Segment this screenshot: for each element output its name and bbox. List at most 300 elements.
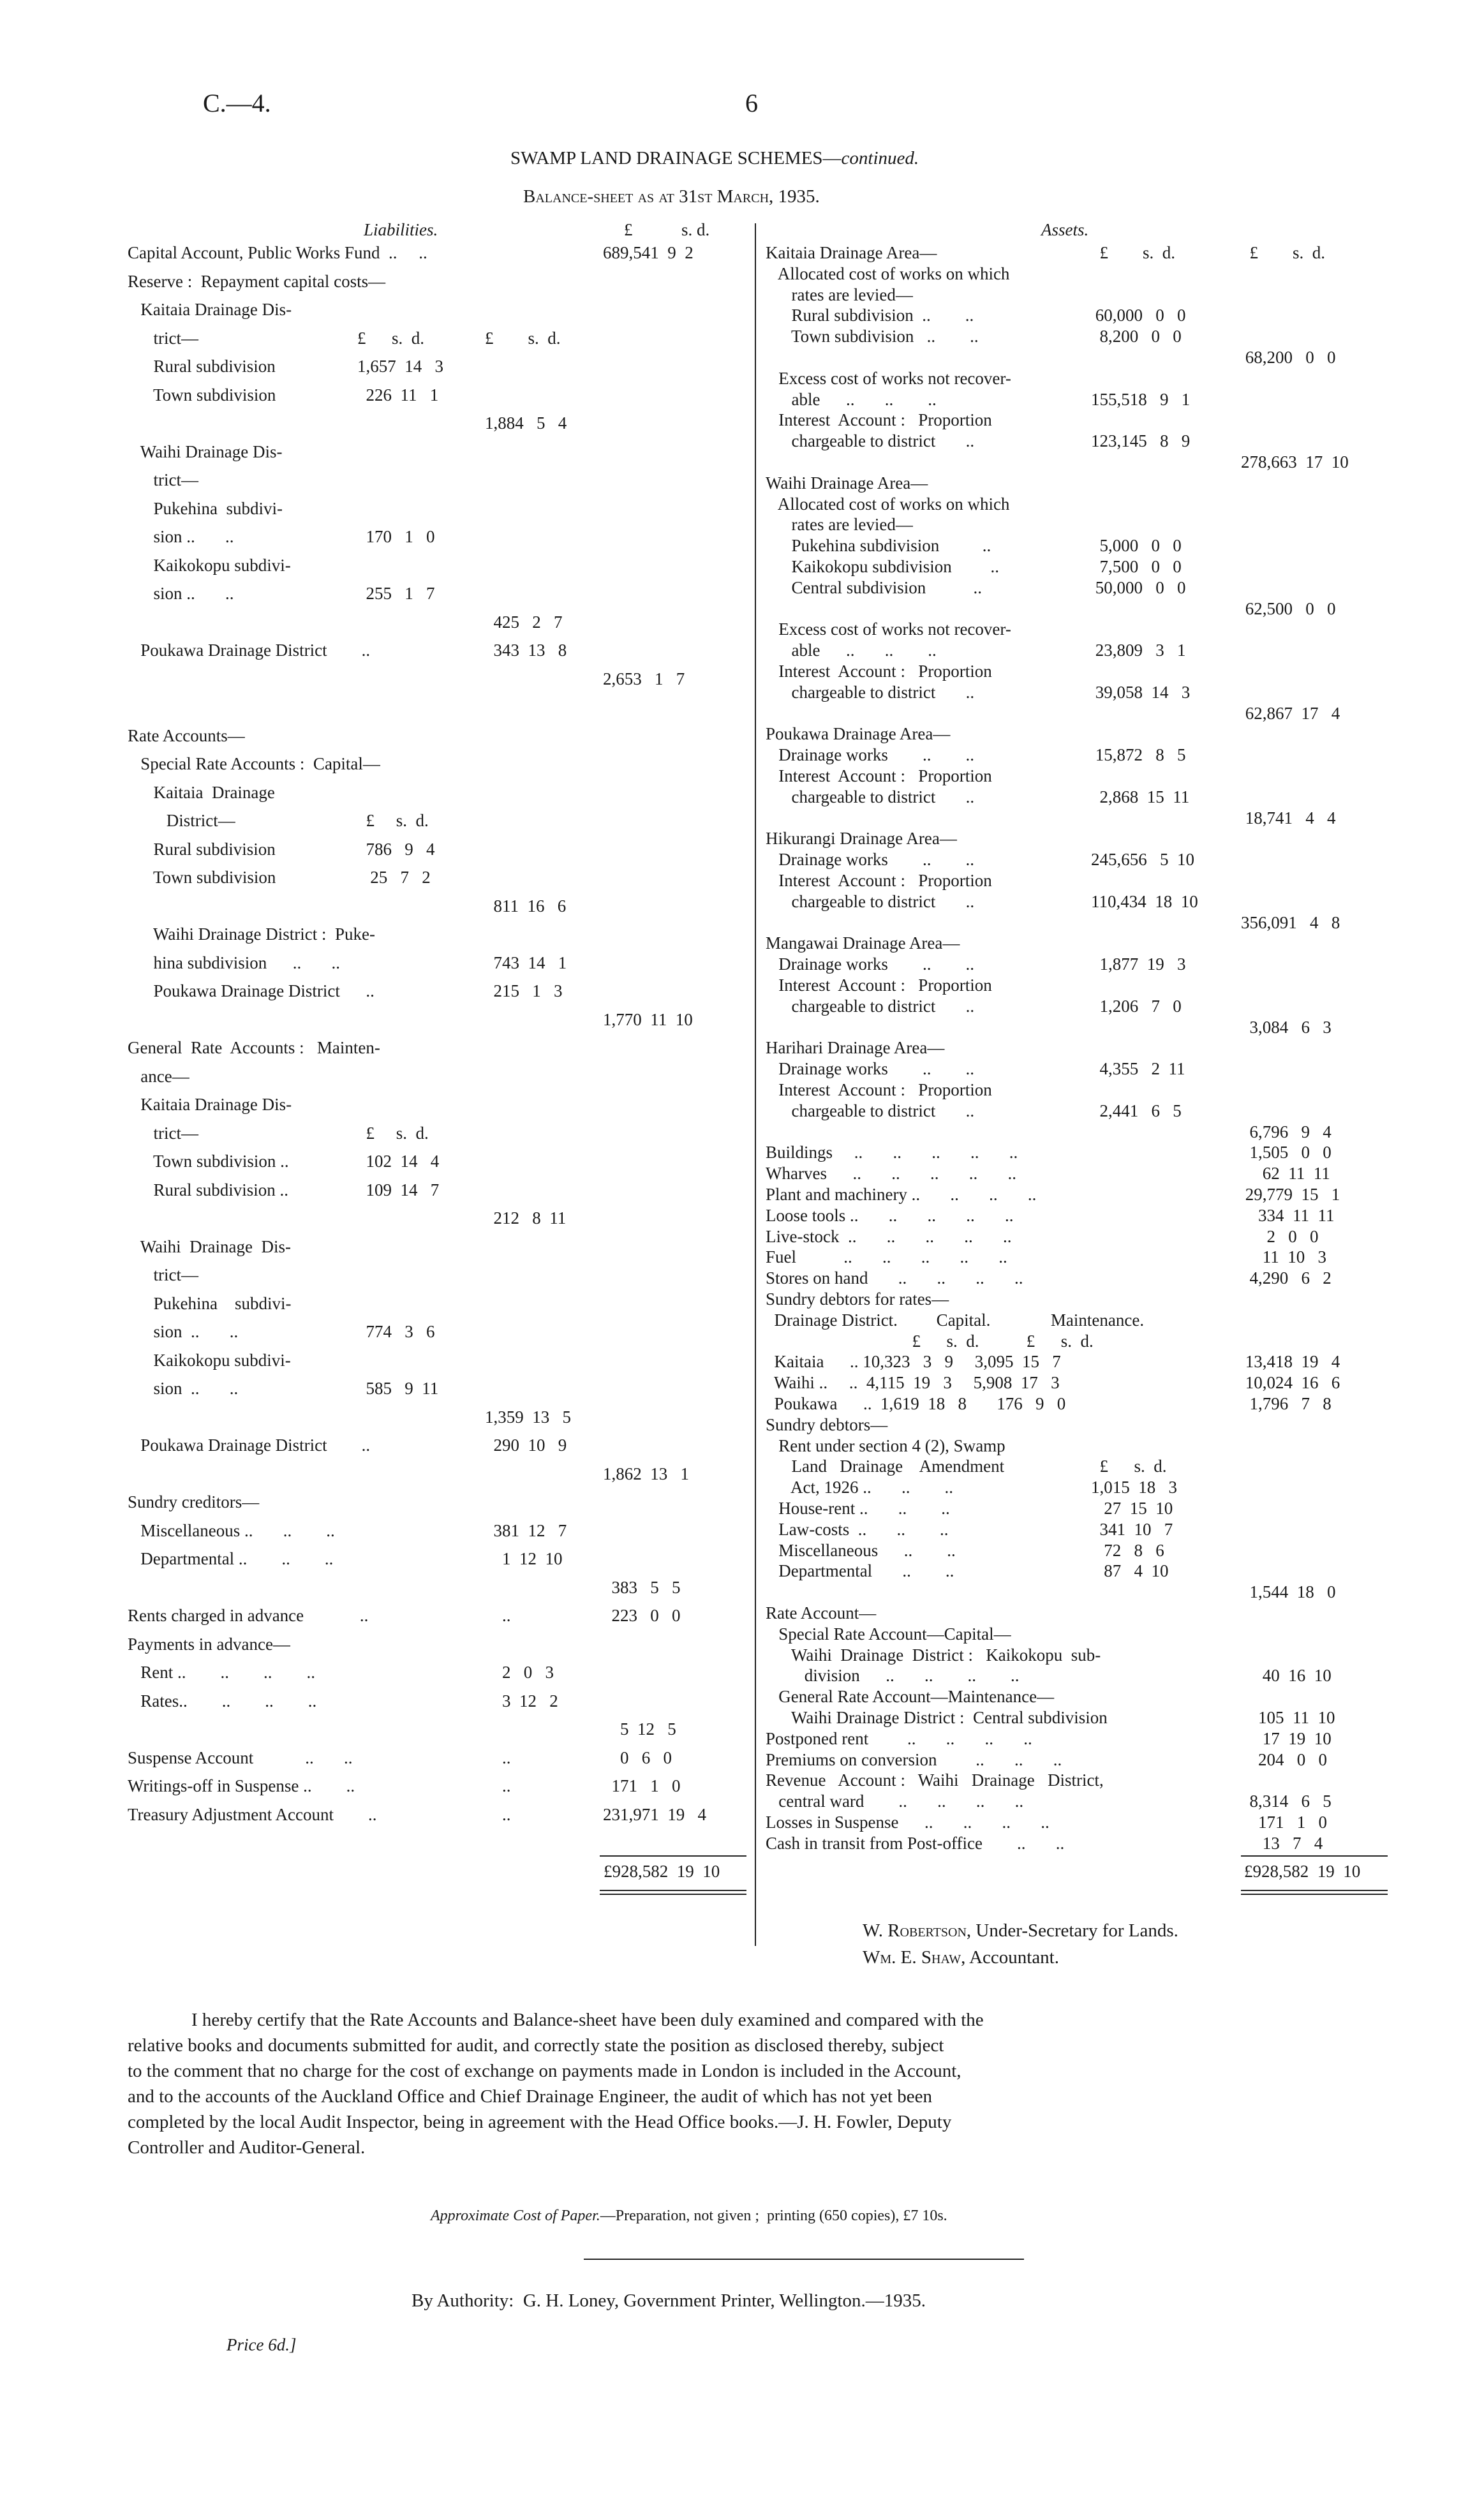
- asset-sub-amount: £ s. d.: [1091, 243, 1176, 262]
- asset-sub-amount: 1,877 19 3: [1091, 954, 1186, 974]
- liability-label: Rents charged in advance ..: [128, 1606, 369, 1625]
- liability-total-amount: 1,770 11 10: [603, 1009, 693, 1029]
- asset-subtotal-amount: 105 11 10: [1241, 1708, 1335, 1727]
- asset-sub-amount: 341 10 7: [1091, 1519, 1173, 1539]
- asset-subtotal-amount: 4,290 6 2: [1241, 1268, 1332, 1288]
- liability-row: [128, 1208, 759, 1230]
- liabilities-pound-head: £: [624, 220, 633, 239]
- asset-row: [766, 641, 1391, 662]
- column-divider: [755, 223, 756, 1946]
- liability-sub-amount: 226 11 1: [357, 385, 439, 405]
- asset-row: [766, 1457, 1391, 1478]
- liability-sub-amount: 774 3 6: [357, 1322, 435, 1341]
- asset-row: [766, 1038, 1391, 1060]
- liability-sub-amount: 25 7 2: [357, 868, 431, 887]
- page-subtitle: Balance-sheet as at 31st March, 1935.: [523, 186, 820, 207]
- asset-label: Miscellaneous .. ..: [766, 1540, 956, 1560]
- liability-row: [128, 413, 759, 435]
- asset-label: Poukawa Drainage Area—: [766, 724, 951, 744]
- liabilities-total-double-rule-2: [600, 1894, 746, 1895]
- asset-label: Losses in Suspense .. .. .. ..: [766, 1813, 1050, 1832]
- asset-row: [766, 1770, 1391, 1792]
- asset-row: [766, 390, 1391, 412]
- asset-label: Harihari Drainage Area—: [766, 1038, 945, 1058]
- asset-sub-amount: 155,518 9 1: [1091, 389, 1191, 409]
- asset-row: [766, 892, 1391, 914]
- asset-label: Drainage works .. ..: [766, 954, 974, 974]
- asset-row: [766, 557, 1391, 579]
- liability-total-amount: 171 1 0: [603, 1776, 681, 1795]
- asset-label: Interest Account : Proportion: [766, 662, 992, 681]
- assets-heading: Assets.: [1041, 220, 1089, 239]
- asset-label: Plant and machinery .. .. .. ..: [766, 1185, 1037, 1204]
- liability-row: [128, 1379, 759, 1400]
- asset-label: Kaikokopu subdivision ..: [766, 557, 1000, 576]
- liability-label: Kaitaia Drainage Dis-: [128, 300, 292, 319]
- liability-label: Treasury Adjustment Account ..: [128, 1804, 377, 1824]
- liability-label: Suspense Account .. ..: [128, 1748, 353, 1767]
- liability-label: sion .. ..: [128, 584, 234, 603]
- asset-row: [766, 578, 1391, 600]
- asset-row: [766, 745, 1391, 767]
- liability-row: [128, 385, 759, 407]
- liability-label: sion .. ..: [128, 527, 234, 546]
- liability-label: Pukehina subdivi-: [128, 1293, 292, 1313]
- asset-subtotal-amount: 62,500 0 0: [1241, 598, 1336, 618]
- asset-label: Sundry debtors—: [766, 1414, 888, 1434]
- asset-label: Kaitaia Drainage Area—: [766, 243, 937, 262]
- asset-row: [766, 1227, 1391, 1249]
- liability-sub-amount: £ s. d.: [357, 1123, 429, 1143]
- asset-label: Pukehina subdivision ..: [766, 536, 991, 556]
- asset-label: Drainage works .. ..: [766, 1059, 974, 1079]
- page-title: [510, 148, 919, 169]
- liability-subtotal-amount: 212 8 11: [485, 1208, 567, 1228]
- asset-label: Waihi Drainage District : Central subdivision: [766, 1708, 1108, 1727]
- asset-subtotal-amount: 356,091 4 8: [1241, 912, 1340, 932]
- liability-row: [128, 329, 759, 350]
- liability-label: Poukawa Drainage District ..: [128, 1436, 371, 1455]
- asset-label: rates are levied—: [766, 285, 913, 304]
- asset-label: Interest Account : Proportion: [766, 976, 992, 995]
- asset-subtotal-amount: 3,084 6 3: [1241, 1017, 1332, 1037]
- liability-row: [128, 641, 759, 662]
- liability-row: [128, 1691, 759, 1713]
- asset-label: Central subdivision ..: [766, 577, 982, 597]
- liability-row: [128, 1067, 759, 1088]
- cost-note-label: Approximate Cost of Paper.: [431, 2208, 600, 2224]
- asset-label: Waihi Drainage Area—: [766, 473, 928, 493]
- liability-row: [128, 1010, 759, 1032]
- asset-label: Departmental .. ..: [766, 1561, 954, 1581]
- liability-row: [128, 1635, 759, 1656]
- asset-row: [766, 1792, 1391, 1813]
- liability-subtotal-amount: 1 12 10: [485, 1549, 563, 1568]
- liability-sub-amount: £ s. d.: [357, 811, 429, 830]
- asset-subtotal-amount: 278,663 17 10: [1241, 452, 1349, 471]
- certificate-line: Controller and Auditor-General.: [128, 2137, 366, 2158]
- liability-subtotal-amount: 743 14 1: [485, 953, 567, 972]
- liability-row: [128, 1436, 759, 1457]
- cost-note-text: —Preparation, not given ; printing (650 copies), £7 10s.: [600, 2208, 947, 2224]
- asset-label: Wharves .. .. .. .. ..: [766, 1164, 1016, 1184]
- asset-row: [766, 1415, 1391, 1437]
- signature-accountant: [863, 1947, 1059, 1968]
- asset-label: chargeable to district ..: [766, 431, 975, 451]
- liability-total-amount: 1,862 13 1: [603, 1464, 689, 1483]
- liability-row: [128, 726, 759, 748]
- certificate-line: relative books and documents submitted for audit, and correctly state the position as disclosed thereby, subject: [128, 2035, 944, 2056]
- asset-subtotal-amount: 171 1 0: [1241, 1813, 1327, 1832]
- liability-total-amount: 223 0 0: [603, 1606, 681, 1625]
- asset-label: Interest Account : Proportion: [766, 1080, 992, 1099]
- asset-label: Buildings .. .. .. .. ..: [766, 1143, 1018, 1162]
- asset-row: [766, 808, 1391, 830]
- asset-row: [766, 515, 1391, 537]
- asset-row: [766, 1834, 1391, 1855]
- liability-label: Capital Account, Public Works Fund .. ..: [128, 243, 427, 262]
- liability-subtotal-amount: 1,884 5 4: [485, 413, 567, 433]
- liability-label: Writings-off in Suspense .. ..: [128, 1776, 355, 1795]
- liability-row: [128, 243, 759, 265]
- liability-row: [128, 584, 759, 605]
- cost-note: [431, 2208, 947, 2225]
- asset-label: Rate Account—: [766, 1603, 877, 1622]
- asset-label: chargeable to district ..: [766, 891, 975, 911]
- liability-row: [128, 783, 759, 805]
- asset-row: [766, 1729, 1391, 1751]
- asset-row: [766, 766, 1391, 788]
- asset-subtotal-amount: 11 10 3: [1241, 1247, 1326, 1267]
- asset-subtotal-amount: 13,418 19 4: [1241, 1352, 1340, 1372]
- asset-subtotal-amount: 334 11 11: [1241, 1205, 1335, 1225]
- liability-row: [128, 868, 759, 889]
- asset-subtotal-amount: 17 19 10: [1241, 1728, 1332, 1748]
- liabilities-section: [128, 220, 759, 1866]
- asset-label: Town subdivision .. ..: [766, 327, 979, 346]
- liability-label: Waihi Drainage Dis-: [128, 1236, 292, 1256]
- asset-subtotal-amount: £ s. d.: [1241, 243, 1326, 262]
- liability-label: trict—: [128, 470, 198, 489]
- liability-row: [128, 1180, 759, 1202]
- liability-row: [128, 300, 759, 322]
- asset-subtotal-amount: 6,796 9 4: [1241, 1122, 1332, 1141]
- liability-label: Town subdivision ..: [128, 1152, 289, 1171]
- liability-row: [128, 1805, 759, 1827]
- liability-row: [128, 1776, 759, 1798]
- liability-row: [128, 1038, 759, 1060]
- asset-row: [766, 473, 1391, 495]
- liability-row: [128, 1095, 759, 1117]
- asset-row: [766, 1352, 1391, 1374]
- asset-row: [766, 1268, 1391, 1290]
- liability-row: [128, 924, 759, 946]
- asset-row: [766, 1332, 1391, 1353]
- liability-label: sion .. ..: [128, 1322, 239, 1341]
- liability-total-amount: 231,971 19 4: [603, 1804, 706, 1824]
- liabilities-heading: Liabilities.: [364, 220, 438, 239]
- asset-row: [766, 1687, 1391, 1709]
- asset-row: [766, 704, 1391, 725]
- document-ref: C.—4.: [203, 89, 271, 117]
- liability-row: [128, 442, 759, 464]
- asset-sub-amount: 23,809 3 1: [1091, 641, 1186, 660]
- asset-row: [766, 913, 1391, 935]
- liability-subtotal-amount: 811 16 6: [485, 896, 567, 916]
- liability-subtotal-amount: 2 0 3: [485, 1663, 554, 1682]
- liability-subtotal-amount: 290 10 9: [485, 1436, 567, 1455]
- assets-total-rule: [1241, 1855, 1388, 1857]
- asset-sub-amount: 50,000 0 0: [1091, 577, 1186, 597]
- asset-subtotal-amount: 13 7 4: [1241, 1833, 1323, 1853]
- asset-subtotal-amount: 1,796 7 8: [1241, 1394, 1332, 1413]
- asset-label: Stores on hand .. .. .. ..: [766, 1268, 1023, 1288]
- asset-sub-amount: 60,000 0 0: [1091, 306, 1186, 325]
- asset-row: [766, 724, 1391, 746]
- asset-row: [766, 1708, 1391, 1730]
- liability-subtotal-amount: 215 1 3: [485, 981, 563, 1000]
- assets-total: £928,582 19 10: [1244, 1862, 1361, 1881]
- asset-sub-amount: 7,500 0 0: [1091, 557, 1182, 576]
- liability-row: [128, 754, 759, 776]
- liability-label: Rate Accounts—: [128, 725, 245, 745]
- asset-row: [766, 348, 1391, 369]
- signature-under-secretary: [863, 1920, 1178, 1941]
- asset-sub-amount: 5,000 0 0: [1091, 536, 1182, 556]
- liability-row: [128, 1237, 759, 1259]
- authority-line: By Authority: G. H. Loney, Government Printer, Wellington.—1935.: [412, 2290, 926, 2311]
- liability-sub-amount: 1,657 14 3: [357, 357, 443, 376]
- liability-label: Reserve : Repayment capital costs—: [128, 271, 386, 291]
- liability-label: trict—: [128, 1123, 198, 1143]
- asset-label: Law-costs .. .. ..: [766, 1519, 949, 1539]
- liability-sub-amount: 109 14 7: [357, 1180, 440, 1199]
- liability-row: [128, 1549, 759, 1571]
- liability-label: Kaikokopu subdivi-: [128, 555, 291, 575]
- asset-subtotal-amount: 1,544 18 0: [1241, 1582, 1336, 1602]
- liability-row: [128, 840, 759, 861]
- asset-row: [766, 997, 1391, 1018]
- liability-row: [128, 896, 759, 918]
- asset-label: Sundry debtors for rates—: [766, 1289, 949, 1309]
- asset-sub-amount: 2,441 6 5: [1091, 1101, 1182, 1120]
- asset-label: Live-stock .. .. .. .. ..: [766, 1226, 1012, 1246]
- liability-label: Pukehina subdivi-: [128, 498, 283, 518]
- asset-label: rates are levied—: [766, 515, 913, 535]
- assets-total-double-rule: [1241, 1890, 1388, 1891]
- asset-label: £ s. d. £ s. d.: [766, 1331, 1094, 1351]
- asset-row: [766, 1373, 1391, 1395]
- asset-subtotal-amount: 62 11 11: [1241, 1164, 1330, 1184]
- asset-label: central ward .. .. .. ..: [766, 1792, 1024, 1811]
- asset-label: Mangawai Drainage Area—: [766, 933, 960, 953]
- asset-subtotal-amount: 8,314 6 5: [1241, 1792, 1332, 1811]
- liability-row: [128, 1492, 759, 1514]
- asset-label: Drainage works .. ..: [766, 745, 974, 765]
- asset-row: [766, 1394, 1391, 1416]
- certificate-line: completed by the local Audit Inspector, being in agreement with the Head Office books.—J. H. Fowler, Deputy: [128, 2112, 952, 2132]
- asset-label: Special Rate Account—Capital—: [766, 1624, 1011, 1644]
- asset-label: chargeable to district ..: [766, 996, 975, 1016]
- asset-label: Waihi Drainage District : Kaikokopu sub-: [766, 1645, 1101, 1665]
- liability-label: Rural subdivision: [128, 357, 276, 376]
- asset-label: Hikurangi Drainage Area—: [766, 829, 957, 849]
- asset-row: [766, 1478, 1391, 1499]
- liability-subtotal-amount: 425 2 7: [485, 612, 563, 632]
- asset-row: [766, 1185, 1391, 1206]
- liability-label: Rates.. .. .. ..: [128, 1691, 317, 1711]
- asset-label: Revenue Account : Waihi Drainage District,: [766, 1770, 1104, 1790]
- asset-row: [766, 850, 1391, 872]
- liability-sub-amount: 255 1 7: [357, 584, 435, 603]
- liability-label: Rural subdivision ..: [128, 1180, 289, 1199]
- asset-row: [766, 410, 1391, 432]
- signature-name-2: Wm. E. Shaw: [863, 1947, 961, 1968]
- asset-subtotal-amount: 68,200 0 0: [1241, 348, 1336, 367]
- price-note: Price 6d.]: [226, 2335, 297, 2354]
- asset-row: [766, 1018, 1391, 1039]
- liability-row: [128, 556, 759, 577]
- liabilities-total-rule: [600, 1855, 746, 1857]
- liability-row: [128, 1265, 759, 1287]
- asset-label: chargeable to district ..: [766, 682, 975, 702]
- asset-row: [766, 1122, 1391, 1144]
- asset-row: [766, 1750, 1391, 1772]
- asset-label: Interest Account : Proportion: [766, 871, 992, 890]
- liability-label: Waihi Drainage District : Puke-: [128, 924, 375, 944]
- asset-label: Poukawa .. 1,619 18 8 176 9 0: [766, 1394, 1066, 1413]
- liability-subtotal-amount: ..: [485, 1776, 511, 1795]
- asset-label: able .. .. ..: [766, 389, 937, 409]
- asset-row: [766, 494, 1391, 516]
- asset-row: [766, 1520, 1391, 1541]
- asset-row: [766, 1436, 1391, 1458]
- asset-row: [766, 1603, 1391, 1625]
- liability-subtotal-amount: 381 12 7: [485, 1520, 567, 1540]
- asset-label: chargeable to district ..: [766, 787, 975, 806]
- liability-row: [128, 981, 759, 1003]
- liability-row: [128, 1521, 759, 1543]
- liability-row: [128, 272, 759, 293]
- asset-label: Rent under section 4 (2), Swamp: [766, 1436, 1005, 1455]
- liability-row: [128, 953, 759, 975]
- asset-subtotal-amount: 62,867 17 4: [1241, 703, 1340, 723]
- asset-row: [766, 1059, 1391, 1081]
- asset-row: [766, 285, 1391, 307]
- liability-row: [128, 1578, 759, 1600]
- asset-label: Premiums on conversion .. .. ..: [766, 1749, 1062, 1769]
- asset-sub-amount: 1,206 7 0: [1091, 996, 1182, 1016]
- asset-label: division .. .. .. ..: [766, 1666, 1020, 1686]
- liability-label: Kaitaia Drainage: [128, 782, 275, 802]
- asset-label: Waihi .. .. 4,115 19 3 5,908 17 3: [766, 1373, 1060, 1393]
- liability-label: ance—: [128, 1066, 189, 1086]
- assets-section: [766, 220, 1391, 1866]
- asset-subtotal-amount: 18,741 4 4: [1241, 808, 1336, 828]
- liability-row: [128, 697, 759, 719]
- liability-row: [128, 1152, 759, 1173]
- liability-row: [128, 669, 759, 691]
- liability-subtotal-amount: 3 12 2: [485, 1691, 558, 1711]
- asset-label: Cash in transit from Post-office .. ..: [766, 1833, 1065, 1853]
- asset-sub-amount: 8,200 0 0: [1091, 327, 1182, 346]
- asset-label: Excess cost of works not recover-: [766, 368, 1011, 388]
- liability-label: Departmental .. .. ..: [128, 1549, 334, 1568]
- liability-row: [128, 612, 759, 634]
- asset-sub-amount: 72 8 6: [1091, 1540, 1164, 1560]
- asset-label: Excess cost of works not recover-: [766, 620, 1011, 639]
- liability-label: Poukawa Drainage District ..: [128, 641, 371, 660]
- asset-subtotal-amount: 2 0 0: [1241, 1226, 1319, 1246]
- asset-label: Allocated cost of works on which: [766, 264, 1010, 283]
- asset-row: [766, 1289, 1391, 1311]
- asset-sub-amount: 27 15 10: [1091, 1499, 1173, 1518]
- liability-row: [128, 499, 759, 521]
- liability-row: [128, 1748, 759, 1770]
- asset-sub-amount: 123,145 8 9: [1091, 431, 1191, 451]
- liability-label: sion .. ..: [128, 1379, 239, 1398]
- liability-subtotal-amount: 1,359 13 5: [485, 1407, 571, 1427]
- liability-row: [128, 1322, 759, 1344]
- certificate-line: and to the accounts of the Auckland Office and Chief Drainage Engineer, the audit of which has not yet been: [128, 2086, 932, 2107]
- liability-label: trict—: [128, 328, 198, 348]
- asset-row: [766, 1164, 1391, 1185]
- liability-total-amount: 689,541 9 2: [603, 243, 694, 262]
- asset-label: Postponed rent .. .. .. ..: [766, 1728, 1032, 1748]
- asset-label: able .. .. ..: [766, 641, 937, 660]
- liability-label: District—: [128, 811, 235, 830]
- liability-total-amount: 2,653 1 7: [603, 669, 685, 688]
- asset-row: [766, 954, 1391, 976]
- asset-label: Kaitaia .. 10,323 3 9 3,095 15 7: [766, 1352, 1061, 1372]
- liability-sub-amount: £ s. d.: [357, 328, 425, 348]
- liability-label: Miscellaneous .. .. ..: [128, 1520, 335, 1540]
- asset-sub-amount: 15,872 8 5: [1091, 745, 1186, 765]
- liability-label: Rent .. .. .. ..: [128, 1663, 315, 1682]
- liabilities-total: £928,582 19 10: [604, 1862, 720, 1881]
- liability-label: Poukawa Drainage District ..: [128, 981, 375, 1000]
- liability-label: hina subdivision .. ..: [128, 953, 341, 972]
- asset-label: Land Drainage Amendment: [766, 1457, 1005, 1476]
- asset-sub-amount: 4,355 2 11: [1091, 1059, 1185, 1079]
- asset-label: Fuel .. .. .. .. ..: [766, 1247, 1007, 1267]
- liability-sub-amount: 170 1 0: [357, 527, 435, 546]
- liability-label: Kaitaia Drainage Dis-: [128, 1095, 292, 1114]
- liability-label: Waihi Drainage Dis-: [128, 442, 283, 461]
- asset-row: [766, 536, 1391, 558]
- liability-sub-amount: 786 9 4: [357, 839, 435, 859]
- liability-subtotal-amount: ..: [485, 1748, 511, 1767]
- asset-label: Act, 1926 .. .. ..: [766, 1478, 953, 1497]
- asset-row: [766, 1310, 1391, 1332]
- certificate-line: I hereby certify that the Rate Accounts and Balance-sheet have been duly examined and compared with the: [191, 2010, 984, 2030]
- liability-row: [128, 1124, 759, 1145]
- asset-label: Drainage works .. ..: [766, 850, 974, 870]
- asset-sub-amount: £ s. d.: [1091, 1457, 1167, 1476]
- asset-subtotal-amount: 40 16 10: [1241, 1666, 1332, 1686]
- liability-row: [128, 1663, 759, 1684]
- asset-label: Loose tools .. .. .. .. ..: [766, 1205, 1014, 1225]
- asset-label: Rural subdivision .. ..: [766, 306, 974, 325]
- asset-label: Interest Account : Proportion: [766, 410, 992, 430]
- asset-subtotal-amount: 10,024 16 6: [1241, 1373, 1340, 1393]
- asset-row: [766, 1080, 1391, 1102]
- asset-label: General Rate Account—Maintenance—: [766, 1687, 1055, 1707]
- asset-row: [766, 1582, 1391, 1604]
- asset-row: [766, 1624, 1391, 1646]
- asset-subtotal-amount: 29,779 15 1: [1241, 1185, 1340, 1204]
- liability-label: Rural subdivision: [128, 839, 276, 859]
